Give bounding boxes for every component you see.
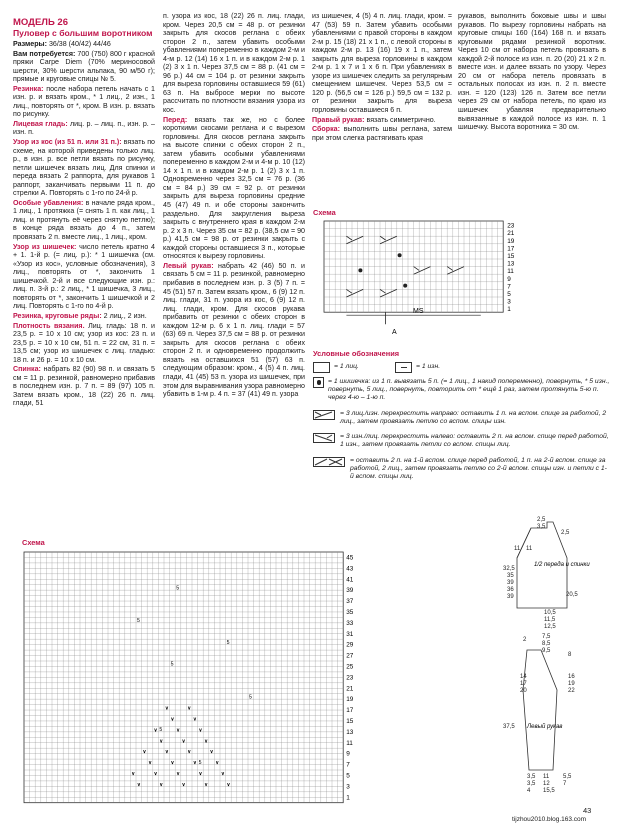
col1-paragraph: Резинка: после набора петель начать с 1 изн. р. и вязать кром., * 1 лиц., 2 изн., 1 лиц., повторять от *, кром. В изн. р. вязать по рисунку. [13, 84, 155, 119]
model-subtitle: Пуловер с большим воротником [13, 28, 153, 38]
back-meas-h: 39 [507, 594, 514, 600]
legend-bobble-symbol [313, 377, 324, 388]
scheme-small-label: Схема [313, 208, 336, 217]
large-row-number: 5 [346, 772, 350, 780]
large-row-number: 11 [346, 739, 353, 747]
decrease-mark: ∨ [165, 749, 169, 756]
sleeve-meas-k: 22 [568, 688, 575, 694]
decrease-mark: ∨ [159, 781, 164, 788]
decrease-mark: ∨ [159, 738, 164, 745]
back-meas-a: 11 [514, 546, 521, 552]
large-row-number: 13 [346, 728, 354, 736]
scheme-large-label: Схема [22, 538, 45, 547]
decrease-mark: ∨ [181, 781, 186, 788]
decrease-mark: ∨ [193, 760, 197, 767]
decrease-mark: ∨ [131, 770, 136, 777]
small-row-number: 13 [507, 260, 515, 268]
column-1-body [13, 40, 155, 408]
col3-paragraph: Сборка: выполнить швы реглана, затем при этом слегка растягивать края [312, 125, 452, 142]
sleeve-meas-c: 8,5 [542, 641, 551, 647]
decrease-mark: ∨ [193, 716, 197, 723]
large-row-number: 41 [346, 576, 354, 584]
legend-item-purl: = 1 изн. [416, 363, 441, 370]
text-column-1 [13, 18, 155, 514]
col1-paragraph: Лицевая гладь: лиц. р. – лиц. п., изн. р. – изн. п. [13, 119, 155, 137]
large-row-number: 1 [346, 794, 350, 802]
count-mark: 5 [249, 694, 252, 701]
legend-item-knit: = 1 лиц. [334, 363, 359, 370]
legend-knit-symbol [313, 362, 330, 373]
large-row-number: 45 [346, 554, 354, 562]
small-row-number: 19 [507, 237, 515, 245]
back-meas-i: 20,5 [566, 592, 578, 598]
sleeve-meas-j: 19 [568, 681, 575, 687]
decrease-mark: ∨ [153, 770, 158, 777]
count-mark: 5 [176, 585, 180, 592]
large-row-number: 19 [346, 696, 354, 704]
legend-item-cross-center: = оставить 2 п. на 1-й вспом. спице перед работой, 1 п. на 2-й вспом. спице за работой, 2 лиц., затем провязать петлю со 2-й вспом. спицы изн. и петли с 1-й вспом. спицы лиц. [350, 457, 607, 480]
sleeve-meas-a: 2 [523, 637, 527, 643]
legend-label: Условные обозначения [313, 349, 400, 358]
col1-paragraph: Размеры: 36/38 (40/42) 44/46 [13, 40, 111, 48]
back-meas-k: 11,5 [544, 617, 556, 623]
count-mark: 5 [198, 759, 202, 766]
back-meas-top2: 3,5 [537, 524, 546, 530]
sleeve-meas-s: 5,5 [563, 774, 572, 780]
decrease-mark: ∨ [176, 727, 180, 734]
legend-cross-right-symbol [313, 410, 335, 420]
sleeve-meas-i: 16 [568, 674, 575, 680]
large-row-number: 29 [346, 641, 354, 649]
legend-cross-left-symbol [313, 433, 335, 443]
text-column-4 [458, 12, 606, 208]
col1-paragraph: Резинка, круговые ряды: 2 лиц., 2 изн. [13, 311, 147, 320]
scheme-large-chart [20, 548, 400, 808]
large-row-number: 21 [346, 685, 354, 693]
small-row-number: 1 [507, 306, 511, 314]
model-title: МОДЕЛЬ 26 [13, 18, 68, 28]
text-column-3 [312, 12, 452, 208]
large-row-number: 27 [346, 652, 354, 660]
decrease-mark: ∨ [204, 738, 208, 745]
small-row-number: 3 [507, 298, 511, 306]
large-row-number: 9 [346, 750, 350, 758]
large-row-number: 7 [346, 761, 350, 769]
legend-item-bobble: = 1 шишечка: из 1 п. вывязать 5 п. (= 1 лиц., 1 накид попеременно), повернуть, * 5 изн., повернуть, 5 лиц., повернуть, повторить от * ещё 1 раз, затем протянуть 5-ю п. через 4-ю – 1-ю п. [328, 378, 610, 401]
back-meas-c: 2,5 [561, 530, 570, 536]
small-row-number: 5 [507, 291, 511, 298]
large-grid [24, 552, 343, 803]
sleeve-meas-t: 7 [563, 781, 567, 787]
column-3-body [312, 12, 452, 142]
sleeve-meas-p: 11 [543, 774, 550, 780]
col1-paragraph: Узор из шишечек: число петель кратно 4 + 1. 1-й р. (= лиц. р.): * 1 шишечка (см. «Узор из кос», условные обозначения), 3 лиц., повторять от *, закончить 1 шишечкой. 2-й и все следующие изн. р.: лиц. п. 3-й р.: 2 лиц., * 1 шишечка, 3 лиц., повторять от *, закончить 1 шишечкой и 2 лиц. Повторять с 1-го по 4-й р. [13, 242, 155, 311]
legend-item-cross-left: = 3 изн./лиц. перекрестить налево: оставить 2 п. на вспом. спице перед работой, 1 изн., затем провязать петли со вспом. спицы лиц. [340, 433, 609, 448]
sleeve-meas-m: 3,5 [527, 774, 536, 780]
large-row-number: 33 [346, 619, 354, 627]
decrease-mark: ∨ [181, 738, 186, 745]
small-row-number: 7 [507, 283, 511, 291]
decrease-mark: ∨ [165, 705, 169, 712]
back-meas-b: 11 [526, 546, 533, 552]
sleeve-meas-r: 15,5 [543, 788, 555, 794]
back-meas-top: 2,5 [537, 517, 546, 523]
back-meas-l: 12,5 [544, 624, 556, 630]
large-row-number: 25 [346, 663, 354, 671]
col1-paragraph: Спинка: набрать 82 (90) 98 п. и связать 5 см = 11 р. резинкой, равномерно прибавив в последнем изн. р. 7 п. = 89 (97) 105 п. Затем вязать кром., 18 (22) 26 п. лиц. глади, 51 [13, 365, 155, 408]
count-mark: 5 [137, 618, 140, 625]
col1-paragraph: Особые убавления: в начале ряда кром., 1 лиц., 1 протяжка (= снять 1 п. как лиц., 1 лиц. и протянуть её через снятую петлю); в конце ряда вязать до 4 п., затем провязать 2 п. вместе лиц., 1 лиц., кром. [13, 198, 155, 242]
decrease-mark: ∨ [187, 749, 192, 756]
large-row-number: 3 [346, 783, 350, 791]
col2-paragraph: п. узора из кос, 18 (22) 26 п. лиц. глади, кром. Через 20,5 см = 48 р. от резинки закрыть для скосов реглана с обеих сторон 2 п., затем убавить особыми убавлениями попеременно в каждом 2-м и 4-м р. 12 (14) 16 х 1 п. и в каждом 2-м р. 1 (2) 3 х 1 п. Через 37,5 см = 88 р. (41 см = 96 р.) 44 см = 104 р. от резинки закрыть для выреза горловины оставшиеся 59 (61) 63 п. На выбросе мерки по высоте рассчитать по плотности вязания узора из кос. [163, 12, 305, 115]
sleeve-meas-h: 20 [520, 688, 527, 694]
back-meas-d: 35 [507, 573, 514, 579]
sleeve-meas-q: 12 [543, 781, 550, 787]
col1-paragraph: Узор из кос (из 51 п. или 31 п.): вязать по схеме, на которой приведены только лиц. р., в изн. р. все петли вязать по рисунку, петли шишечек вязать лиц. Для спинки и переда вязать 2 раппорта, для рукавов 1 раппорт, заканчивать первыми 11 п. до стрелки А. Повторять с 1-го по 24-й р. [13, 138, 155, 198]
large-row-number: 39 [346, 587, 354, 595]
decrease-mark: ∨ [215, 760, 220, 767]
decrease-mark: ∨ [221, 770, 225, 777]
sleeve-pattern [497, 640, 607, 790]
sleeve-outline [523, 650, 557, 770]
sleeve-label: Левый рукав [527, 724, 563, 730]
legend-cross-center-symbol [313, 457, 345, 467]
decrease-mark: ∨ [187, 705, 192, 712]
decrease-mark: ∨ [142, 749, 147, 756]
decrease-mark: ∨ [148, 760, 152, 767]
small-row-number: 23 [507, 222, 515, 230]
small-row-number: 21 [507, 230, 515, 238]
small-row-number: 17 [507, 245, 515, 253]
sleeve-meas-l: 37,5 [503, 724, 515, 730]
large-row-number: 23 [346, 674, 354, 682]
back-meas-j: 10,5 [544, 610, 556, 616]
col1-paragraph: Вам потребуется: 700 (750) 800 г красной пряжи Carpe Diem (70% мериносовой шерсти, 30% шерсти альпака, 90 м/50 г); прямые и круговые спицы № 5. [13, 49, 155, 84]
decrease-mark: ∨ [170, 716, 175, 723]
count-mark: 5 [226, 639, 230, 646]
decrease-mark: ∨ [209, 749, 214, 756]
back-meas-g: 36 [507, 587, 514, 593]
sleeve-meas-n: 3,5 [527, 781, 536, 787]
large-row-number: 17 [346, 707, 354, 715]
col3-paragraph: Правый рукав: вязать симметрично. [312, 115, 436, 124]
column-2-body [163, 12, 305, 399]
marker-a: A [392, 329, 397, 335]
count-mark: 5 [159, 727, 163, 734]
col1-paragraph: Плотность вязания. Лиц. гладь: 18 п. и 23,5 р. = 10 х 10 см; узор из кос: 23 п. и 23,5 р. = 10 х 10 см, 51 п. = 22 см, 31 п. = 13,5 см; узор из шишечек с лиц. гладью: 18 п. и 26 р. = 10 х 10 см. [13, 321, 155, 364]
decrease-mark: ∨ [204, 781, 208, 788]
column-4-body [458, 12, 606, 132]
marker-ms: MS [413, 308, 424, 315]
large-row-number: 37 [346, 598, 354, 606]
site-url: tijzhou2010.blog.163.com [512, 816, 587, 823]
large-row-number: 35 [346, 608, 354, 616]
sleeve-meas-e: 8 [568, 652, 572, 658]
text-column-2 [163, 12, 305, 508]
sleeve-meas-d: 9,5 [542, 648, 551, 654]
decrease-mark: ∨ [198, 727, 203, 734]
col4-paragraph: рукавов, выполнить боковые швы и швы рукавов. По вырезу горловины набрать на круговые спицы 160 (164) 168 п. и вязать круговыми рядами резинкой воротник. Через 10 см от набора петель провязать в каждой 2-й полосе из изн. п. 20 (20) 21 х 2 п. вместе изн. и далее вязать по узору. Через 20 см от набора петель провязать в остальных полосах из изн. п. 2 п. вместе изн. = 120 (123) 126 п. Затем все петли через 29 см от набора петель, по краю из шишечек убавляя предварительно вывязанные в каждой полосе из изн. п. 1 шишечку. Высота воротника = 30 см. [458, 12, 606, 132]
col3-paragraph: из шишечек, 4 (5) 4 п. лиц. глади, кром. = 47 (53) 59 п. Затем убавить особыми убавлениями с правой стороны в каждом 2-м р. 15 (18) 21 х 1 п., с левой стороны в каждом 2-м р. 13 (16) 19 х 1 п., затем закрыть для выреза горловины в каждом 2-м р. 1 х 7 и 1 х 6 п. При убавлениях в узоре из шишечек следить за регулярным смещением шишечек. Через 53,5 см = 120 р. (56,5 см = 126 р.) 59,5 см = 132 р. от резинки закрыть для выреза горловины оставшиеся 6 п. [312, 12, 452, 115]
back-meas-f: 32,5 [503, 566, 515, 572]
back-meas-e: 39 [507, 580, 514, 586]
sleeve-meas-b: 7,5 [542, 634, 551, 640]
col2-paragraph: Левый рукав: набрать 42 (46) 50 п. и связать 5 см = 11 р. резинкой, равномерно прибавив в последнем изн. р. 3 (5) 7 п. = 45 (51) 57 п. Затем вязать кром., 6 (9) 12 п. лиц. глади, 31 п. узора из кос, 6 (9) 12 п. лиц. глади, кром. Для скосов рукава прибавить от резинки с обеих сторон в каждом 12-м р. 6 х 1 п. лиц. глади = 57 (63) 69 п. Через 37,5 см = 88 р. от резинки закрыть для скосов реглана с обеих сторон 2 п. и одновременно продолжить вязать на оставшихся 51 (57) 63 п. следующим образом: кром., 4 (5) 4 п. лиц. глади, 41 (45) 53 п. узора из шишечек, при этом для выравнивания узора равномерно убавить в 1-м р. 4 п. = 37 (41) 49 п. узора [163, 261, 305, 399]
large-row-numbers [346, 554, 354, 801]
sleeve-meas-o: 4 [527, 788, 531, 794]
large-row-number: 31 [346, 630, 354, 638]
large-row-number: 43 [346, 565, 354, 573]
small-row-number: 11 [507, 268, 514, 276]
back-front-label: 1/2 переда и спинки [534, 562, 590, 568]
legend-item-cross-right: = 3 лиц./изн. перекрестить направо: оставить 1 п. на вспом. спице за работой, 2 лиц., затем провязать петлю со вспом. спицы изн. [340, 410, 607, 425]
decrease-mark: ∨ [153, 727, 158, 734]
scheme-small-chart [312, 215, 617, 335]
decrease-mark: ∨ [137, 781, 141, 788]
sleeve-meas-g: 17 [520, 681, 527, 687]
decrease-mark: ∨ [170, 760, 175, 767]
small-row-number: 15 [507, 253, 515, 260]
decrease-mark: ∨ [226, 781, 231, 788]
decrease-mark: ∨ [176, 770, 180, 777]
page-number: 43 [583, 806, 592, 815]
legend-purl-symbol [395, 362, 412, 373]
small-row-number: 9 [507, 275, 511, 283]
sleeve-meas-f: 14 [520, 674, 527, 680]
large-row-number: 15 [346, 717, 354, 725]
col2-paragraph: Перед: вязать так же, но с более короткими скосами реглана и с вырезом горловины. Для скосов реглана закрыть на высоте спинки с обеих сторон 2 п., затем убавить особыми убавлениями попеременно в каждом 2-м и 4-м р. 10 (12) 14 х 1 п. и в каждом 2-м р. 1 (2) 3 х 1 п. Одновременно через 32,5 см = 76 р. (36 см = 84 р.) 39 см = 92 р. от резинки закрыть для выреза горловины средние 45 (47) 49 п. и обе стороны закончить раздельно. Для закругления выреза закрыть с внутреннего края в каждом 2-м р. 2 х 3 п. Через 35 см = 82 р. (38,5 см = 90 р.) 41,5 см = 98 р. от резинки закрыть с каждой стороны оставшиеся 3 п., которые относятся к вырезу горловины. [163, 115, 305, 261]
decrease-mark: ∨ [198, 770, 203, 777]
count-mark: 5 [170, 661, 174, 668]
small-row-numbers [507, 223, 515, 314]
